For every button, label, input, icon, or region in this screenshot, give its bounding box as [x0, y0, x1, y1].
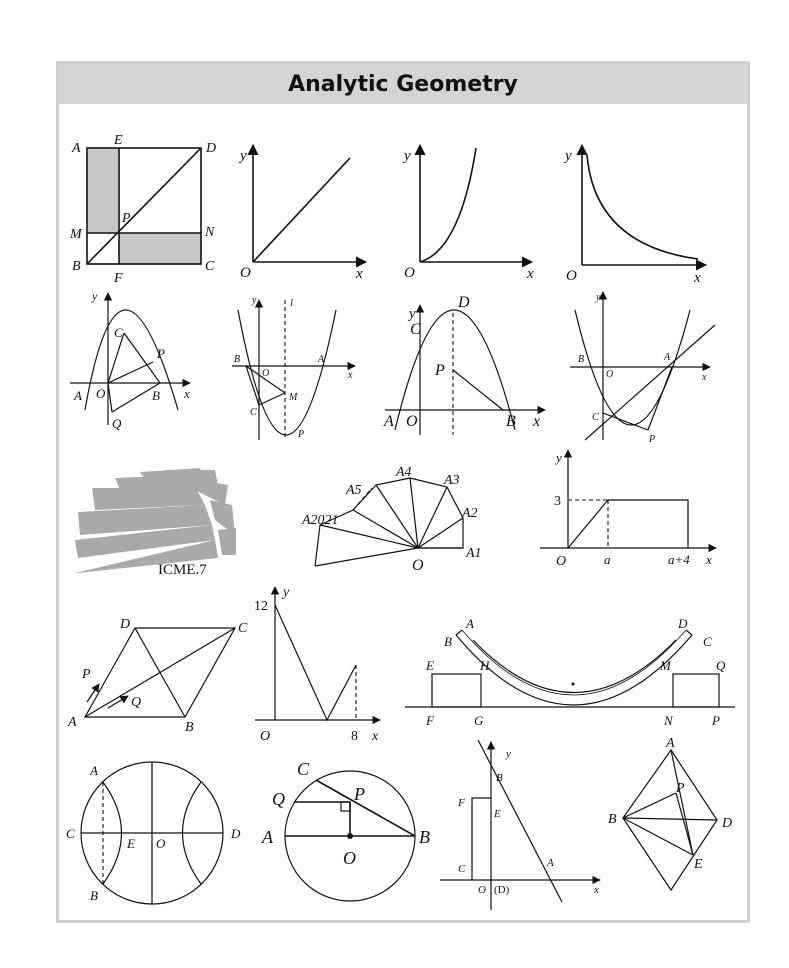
- label: B: [578, 354, 585, 365]
- label: a: [604, 552, 611, 567]
- label: O: [260, 729, 271, 744]
- label: P: [712, 713, 720, 728]
- label: y: [252, 295, 257, 306]
- label: B: [608, 812, 617, 827]
- label: y: [283, 585, 290, 600]
- label: C: [703, 634, 712, 649]
- icme-logo: [75, 468, 236, 578]
- label: E: [127, 836, 135, 851]
- label: P: [157, 346, 165, 361]
- label: O: [606, 369, 614, 380]
- label: D: [206, 141, 217, 156]
- logo-text: ICME.7: [158, 562, 207, 578]
- label: a+4: [668, 552, 690, 567]
- label: A: [90, 763, 98, 778]
- label: O: [556, 554, 567, 569]
- parallelogram-figure: [67, 617, 248, 735]
- label: x: [356, 266, 363, 282]
- label: M: [70, 227, 82, 242]
- label: A: [262, 827, 273, 847]
- label: G: [474, 713, 484, 728]
- parabola-figure-3: [383, 294, 545, 435]
- label: E: [114, 133, 123, 148]
- label: M: [289, 392, 298, 403]
- label: B: [506, 413, 516, 430]
- label: D: [231, 826, 241, 841]
- label: A: [664, 352, 671, 363]
- label: P: [122, 211, 131, 226]
- parabola-figure-1: [70, 289, 190, 431]
- label: 8: [351, 729, 358, 744]
- label: B: [90, 888, 98, 903]
- label: B: [72, 259, 81, 274]
- label: x: [702, 372, 707, 383]
- label: y: [556, 450, 562, 465]
- label: D: [722, 816, 733, 831]
- label: O: [262, 368, 270, 379]
- label: x: [706, 552, 712, 567]
- label: x: [184, 386, 190, 401]
- parabola-figure-2: [232, 295, 355, 440]
- label: A4: [396, 465, 412, 480]
- label: B: [234, 354, 241, 365]
- label: (D): [494, 884, 510, 896]
- label: E: [426, 658, 434, 673]
- label: Q: [131, 695, 142, 710]
- label: y: [596, 292, 601, 303]
- label: O: [240, 265, 251, 281]
- label: O: [478, 884, 486, 896]
- label: B: [419, 827, 430, 847]
- kite-figure: [608, 736, 732, 890]
- label: B: [444, 634, 452, 649]
- label: x: [594, 884, 599, 896]
- label: 12: [254, 599, 268, 614]
- label: C: [297, 759, 310, 779]
- label: D: [678, 616, 688, 631]
- label: Q: [272, 789, 285, 809]
- label: A: [72, 141, 81, 156]
- label: y: [240, 148, 247, 164]
- page-title: Analytic Geometry: [288, 71, 518, 97]
- label: C: [205, 259, 215, 274]
- label: O: [566, 268, 577, 284]
- label: B: [185, 720, 194, 735]
- label: O: [343, 848, 356, 868]
- label: N: [664, 713, 673, 728]
- label: A2: [462, 506, 478, 521]
- label: A1: [466, 546, 482, 561]
- arch-figure: [405, 616, 735, 728]
- label: P: [82, 667, 91, 682]
- convex-graph: [402, 145, 534, 282]
- label: A: [384, 413, 394, 430]
- label: C: [592, 412, 599, 423]
- parabola-figure-4: [570, 292, 715, 445]
- label: O: [412, 557, 424, 574]
- label: x: [372, 729, 379, 744]
- label: O: [96, 386, 106, 401]
- chord-circle-figure: [261, 759, 430, 901]
- label: F: [114, 271, 123, 286]
- label: B: [152, 388, 160, 403]
- label: C: [238, 621, 248, 636]
- label: A: [547, 857, 554, 869]
- label: y: [92, 289, 98, 303]
- label: N: [205, 225, 215, 240]
- label: C: [458, 863, 466, 875]
- label: A: [466, 616, 474, 631]
- label: C: [250, 407, 257, 418]
- label: y: [409, 306, 416, 322]
- label: y: [565, 148, 572, 164]
- label: C: [66, 826, 75, 841]
- label: P: [649, 434, 656, 445]
- label: x: [694, 270, 701, 286]
- spiral-figure: [301, 465, 482, 574]
- hyperbola-graph: [563, 145, 706, 286]
- label: D: [458, 294, 470, 311]
- label: A3: [444, 473, 460, 488]
- label: P: [435, 362, 445, 379]
- label: P: [676, 781, 685, 796]
- label: y: [506, 748, 511, 760]
- zigzag-graph: [254, 585, 380, 744]
- court-circle-figure: [66, 762, 241, 904]
- label: C: [410, 321, 421, 338]
- linear-graph: [238, 145, 366, 282]
- label: P: [354, 784, 365, 804]
- label: A: [74, 388, 82, 403]
- label: D: [120, 617, 131, 632]
- label: l: [290, 297, 294, 309]
- label: O: [156, 836, 166, 851]
- label: O: [406, 413, 418, 430]
- label: y: [404, 148, 411, 164]
- label: H: [480, 658, 490, 673]
- line-graph: [440, 740, 600, 910]
- label: Q: [112, 416, 122, 431]
- label: M: [660, 658, 671, 673]
- label: A: [666, 736, 675, 751]
- trapezoid-graph: [540, 450, 716, 569]
- label: x: [348, 370, 353, 381]
- label: A5: [346, 483, 362, 498]
- label: A: [318, 354, 325, 365]
- label: A: [68, 715, 77, 730]
- label: C: [114, 325, 123, 340]
- label: B: [496, 772, 503, 784]
- label: P: [298, 429, 305, 440]
- label: E: [694, 857, 703, 872]
- label: x: [533, 413, 541, 430]
- label: F: [426, 713, 434, 728]
- label: O: [404, 265, 415, 281]
- label: F: [458, 797, 465, 809]
- label: 3: [554, 494, 561, 509]
- square-figure: [69, 133, 216, 286]
- label: x: [527, 266, 534, 282]
- label: E: [494, 808, 501, 820]
- label: A2021: [302, 513, 339, 528]
- label: Q: [716, 658, 726, 673]
